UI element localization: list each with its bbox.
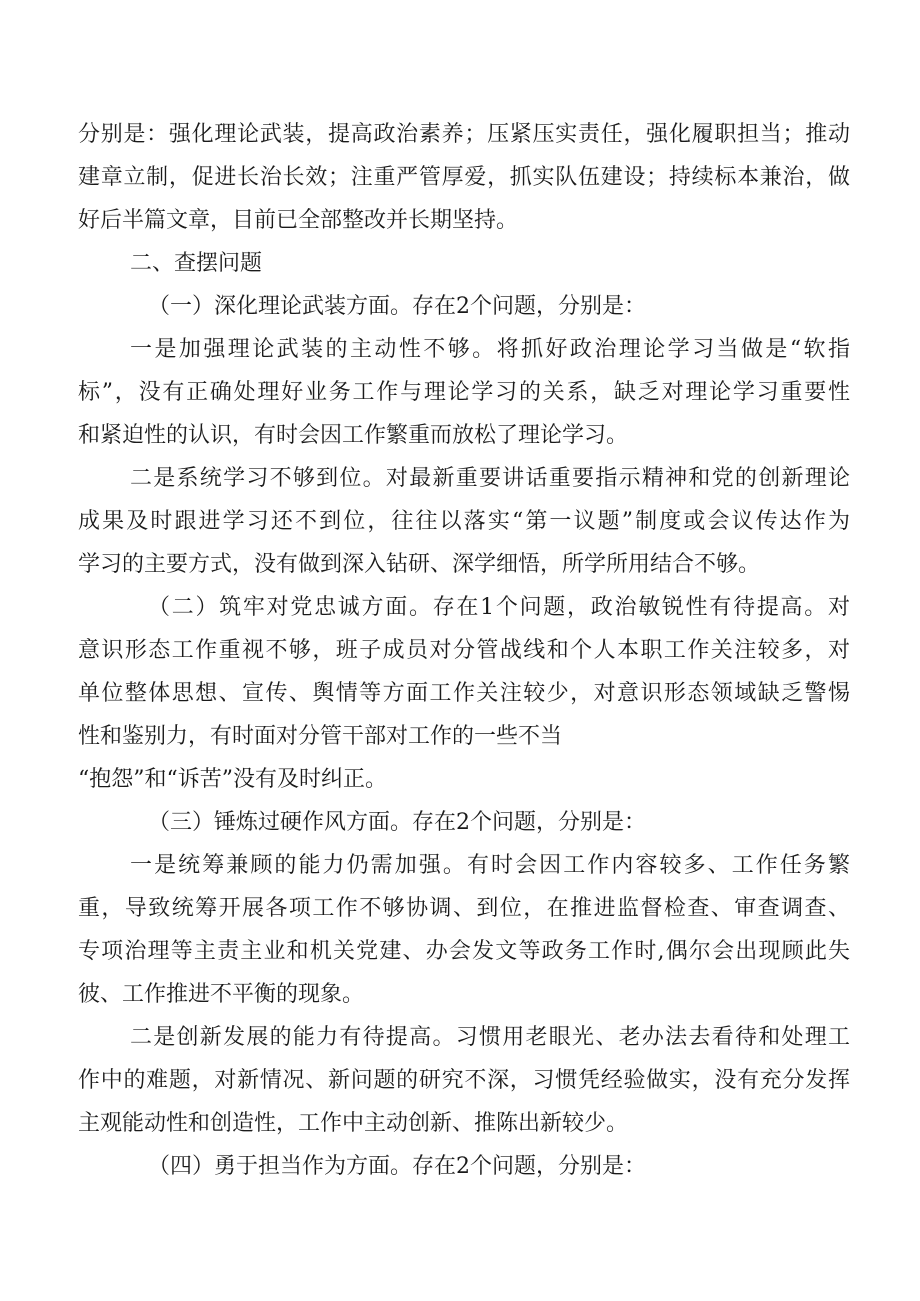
section-heading: 二、查摆问题 — [130, 251, 263, 276]
body-text-line: 学习的主要方式，没有做到深入钻研、深学细悟，所学所用结合不够。 — [78, 552, 761, 577]
body-text-line: 单位整体思想、宣传、舆情等方面工作关注较少，对意识形态领域缺乏警惕 — [78, 681, 850, 706]
body-text-line: 标”，没有正确处理好业务工作与理论学习的关系，缺乏对理论学习重要性 — [78, 380, 850, 405]
subsection-heading: （一）深化理论武装方面。存在2个问题，分别是： — [148, 294, 646, 319]
body-text-line: 二是创新发展的能力有待提高。习惯用老眼光、老办法去看待和处理工 — [130, 1025, 850, 1050]
subsection-heading: （二）筑牢对党忠诚方面。存在1个问题，政治敏锐性有待提高。对 — [148, 595, 850, 620]
body-text-line: 建章立制，促进长治长效；注重严管厚爱，抓实队伍建设；持续标本兼治，做 — [78, 165, 850, 190]
subsection-heading: （四）勇于担当作为方面。存在2个问题，分别是： — [148, 1154, 646, 1179]
body-text-line: 性和鉴别力，有时面对分管干部对工作的一些不当 — [78, 724, 563, 749]
body-text-line: 专项治理等主责主业和机关党建、办会发文等政务工作时,偶尔会出现顾此失 — [78, 939, 850, 964]
body-text-line: 和紧迫性的认识，有时会因工作繁重而放松了理论学习。 — [78, 423, 629, 448]
body-text-line: 作中的难题，对新情况、新问题的研究不深，习惯凭经验做实，没有充分发挥 — [78, 1068, 850, 1093]
body-text-line: 意识形态工作重视不够，班子成员对分管战线和个人本职工作关注较多，对 — [78, 638, 850, 663]
body-text-line: “抱怨”和“诉苦”没有及时纠正。 — [78, 767, 387, 792]
subsection-heading: （三）锤炼过硬作风方面。存在2个问题，分别是： — [148, 810, 646, 835]
body-text-line: 彼、工作推进不平衡的现象。 — [78, 982, 365, 1007]
body-text-line: 二是系统学习不够到位。对最新重要讲话重要指示精神和党的创新理论 — [130, 466, 850, 491]
body-text-line: 分别是：强化理论武装，提高政治素养；压紧压实责任，强化履职担当；推动 — [78, 122, 850, 147]
body-text-line: 重，导致统筹开展各项工作不够协调、到位，在推进监督检查、审查调查、 — [78, 896, 850, 921]
body-text-line: 好后半篇文章，目前已全部整改并长期坚持。 — [78, 208, 519, 233]
body-text-line: 成果及时跟进学习还不到位，往往以落实“第一议题”制度或会议传达作为 — [78, 509, 850, 534]
body-text-line: 一是统筹兼顾的能力仍需加强。有时会因工作内容较多、工作任务繁 — [130, 853, 850, 878]
body-text-line: 主观能动性和创造性，工作中主动创新、推陈出新较少。 — [78, 1111, 629, 1136]
body-text-line: 一是加强理论武装的主动性不够。将抓好政治理论学习当做是“软指 — [130, 337, 850, 362]
